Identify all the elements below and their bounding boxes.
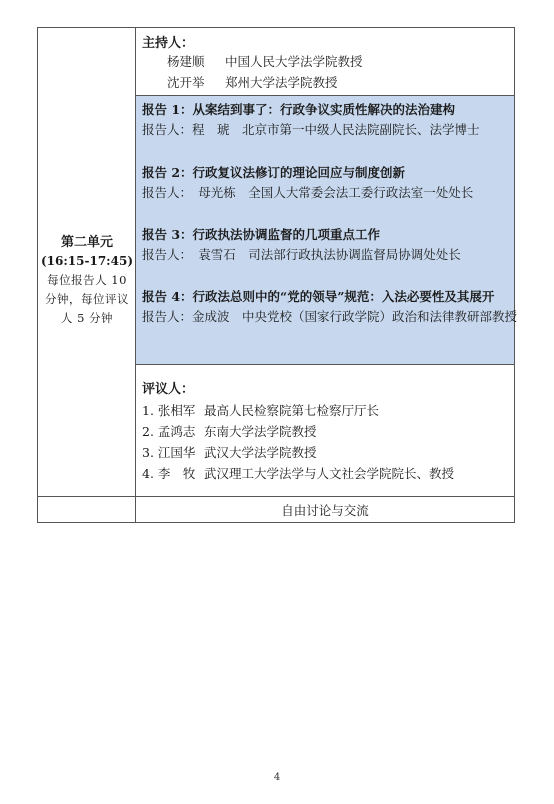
- commentator-name: 3. 江国华: [142, 445, 196, 460]
- host-desc: 中国人民大学法学院教授: [225, 54, 363, 69]
- talk-speaker: 报告人： 母光栋 全国人大常委会法工委行政法室一处处长: [142, 185, 474, 200]
- commentator-item: [142, 401, 379, 419]
- host-name: 杨建顺: [167, 54, 205, 69]
- host-title: 主持人：: [142, 36, 195, 51]
- free-discussion-left-cell: [38, 497, 136, 522]
- unit-cell: [38, 28, 136, 496]
- talks-section: [136, 95, 518, 365]
- talk-title: 报告 3：行政执法协调监督的几项重点工作: [142, 227, 381, 242]
- commentator-item: [142, 443, 317, 461]
- commentator-name: 2. 孟鸿志: [142, 424, 196, 439]
- talk-speaker: 报告人： 袁雪石 司法部行政执法协调监督局协调处处长: [142, 247, 461, 262]
- talk-speaker: 报告人：程 琥 北京市第一中级人民法院副院长、法学博士: [142, 122, 480, 137]
- commentator-name: 4. 李 牧: [142, 466, 196, 481]
- commentator-desc: 最高人民检察院第七检察厅厅长: [204, 403, 380, 418]
- host-item: [167, 73, 338, 91]
- host-name: 沈开举: [167, 75, 205, 90]
- unit-name: 第二单元: [60, 235, 113, 250]
- commentators-title: 评议人：: [142, 382, 195, 397]
- page-number: 4: [273, 772, 281, 783]
- host-item: [167, 52, 363, 70]
- talk-title: 报告 4：行政法总则中的“党的领导”规范：入法必要性及其展开: [142, 289, 495, 304]
- free-discussion-text: 自由讨论与交流: [281, 503, 369, 518]
- unit-info: [38, 233, 136, 328]
- commentator-desc: 武汉大学法学院教授: [204, 445, 317, 460]
- unit-time: (16:15-17:45): [41, 254, 133, 268]
- unit-note: 每位报告人 10 分钟，每位评议人 5 分钟: [45, 273, 129, 325]
- commentator-desc: 武汉理工大学法学与人文社会学院院长、教授: [204, 466, 455, 481]
- host-section: [136, 28, 514, 95]
- talk-speaker: 报告人：金成波 中央党校（国家行政学院）政治和法律教研部教授: [142, 309, 518, 324]
- host-desc: 郑州大学法学院教授: [225, 75, 338, 90]
- commentator-name: 1. 张相军: [142, 403, 196, 418]
- talk-title: 报告 2：行政复议法修订的理论回应与制度创新: [142, 165, 406, 180]
- commentator-desc: 东南大学法学院教授: [204, 424, 317, 439]
- commentators-section: [136, 365, 514, 496]
- commentator-item: [142, 464, 454, 482]
- free-discussion-row: [38, 496, 514, 522]
- commentator-item: [142, 422, 317, 440]
- talk-title: 报告 1：从案结到事了：行政争议实质性解决的法治建构: [142, 102, 456, 117]
- program-table: [37, 27, 518, 523]
